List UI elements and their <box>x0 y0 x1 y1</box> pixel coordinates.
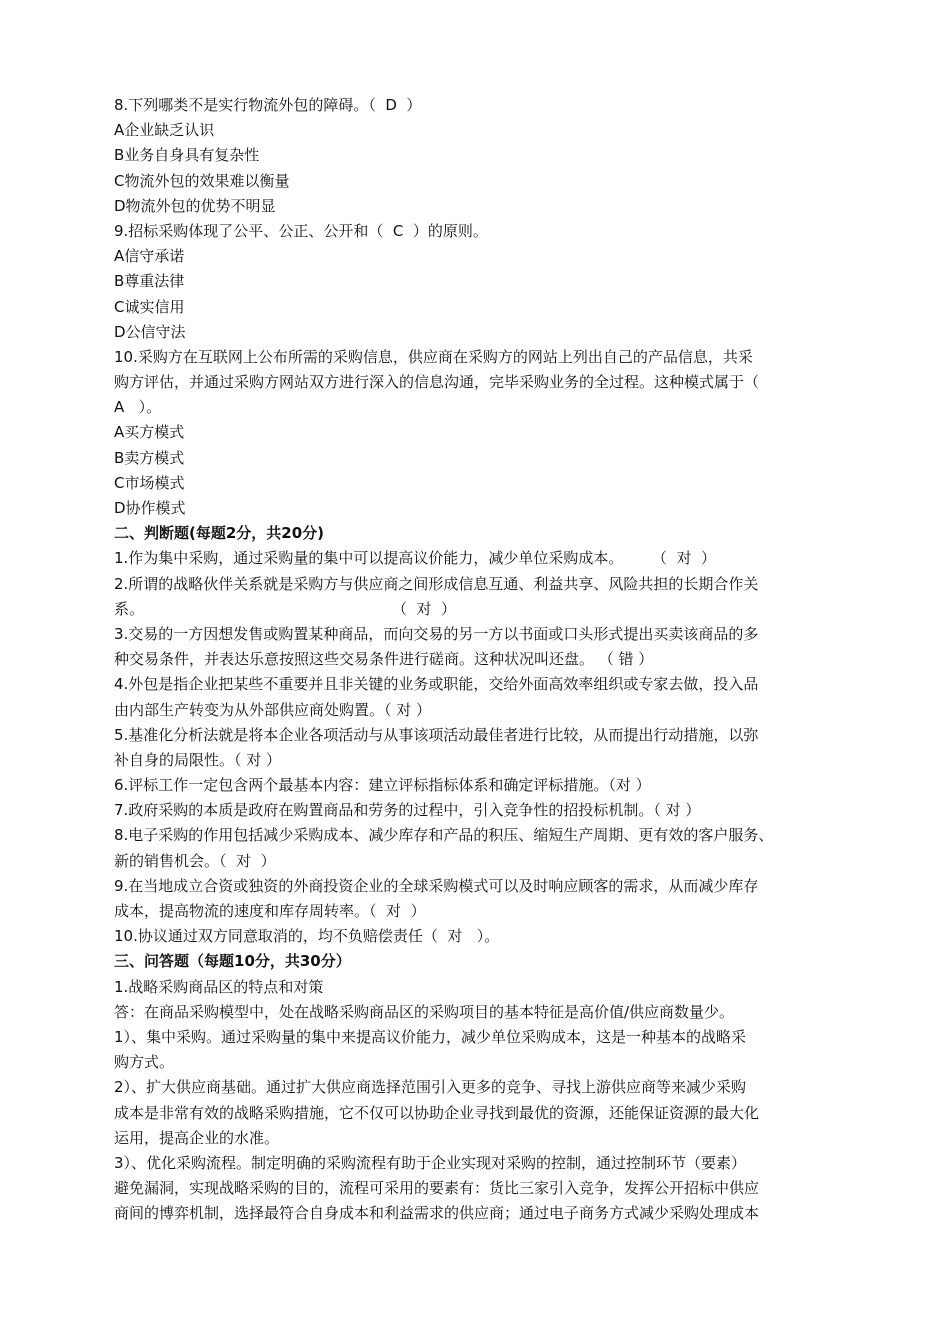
text-line: 3.交易的一方因想发售或购置某种商品，而向交易的另一方以书面或口头形式提出买卖该商品的多 <box>114 624 759 643</box>
text-line: C市场模式 <box>114 473 185 492</box>
text-line: C物流外包的效果难以衡量 <box>114 171 290 190</box>
text-line: 2.所谓的战略伙伴关系就是采购方与供应商之间形成信息互通、利益共享、风险共担的长期合作关 <box>114 574 759 593</box>
text-line: 10.协议通过双方同意取消的，均不负赔偿责任（ 对 ）。 <box>114 927 500 946</box>
text-line: 运用，提高企业的水准。 <box>114 1128 280 1147</box>
text-line: A ）。 <box>114 398 162 417</box>
text-line: 5.基准化分析法就是将本企业各项活动与从事该项活动最佳者进行比较，从而提出行动措施，以弥 <box>114 725 759 744</box>
text-line: B卖方模式 <box>114 448 185 467</box>
text-line: 购方式。 <box>114 1053 175 1072</box>
text-line: A信守承诺 <box>114 247 185 266</box>
text-line: 新的销售机会。（ 对 ） <box>114 851 276 870</box>
section-heading: 三、问答题（每题10分，共30分） <box>114 952 351 971</box>
text-line: 商间的博弈机制，选择最符合自身成本和利益需求的供应商；通过电子商务方式减少采购处理成本 <box>114 1204 760 1223</box>
text-line: 9.在当地成立合资或独资的外商投资企业的全球采购模式可以及时响应顾客的需求，从而减少库存 <box>114 876 759 895</box>
text-line: 由内部生产转变为从外部供应商处购置。（ 对 ） <box>114 700 432 719</box>
text-line: 8.电子采购的作用包括减少采购成本、减少库存和产品的积压、缩短生产周期、更有效的客户服务、 <box>114 826 774 845</box>
text-line: 10.采购方在互联网上公布所需的采购信息，供应商在采购方的网站上列出自己的产品信息，共采 <box>114 347 753 366</box>
text-line: D物流外包的优势不明显 <box>114 196 276 215</box>
text-line: 1.战略采购商品区的特点和对策 <box>114 977 324 996</box>
section-heading: 二、判断题(每题2分，共20分) <box>114 524 325 543</box>
text-line: 9.招标采购体现了公平、公正、公开和（ C ）的原则。 <box>114 221 488 240</box>
text-line: D协作模式 <box>114 499 186 517</box>
text-line: 3）、优化采购流程。制定明确的采购流程有助于企业实现对采购的控制，通过控制环节（要素） <box>114 1153 747 1172</box>
text-line: 种交易条件，并表达乐意按照这些交易条件进行磋商。这种状况叫还盘。 （ 错 ） <box>114 650 654 669</box>
text-line: 成本是非常有效的战略采购措施，它不仅可以协助企业寻找到最优的资源，还能保证资源的最大化 <box>114 1103 760 1122</box>
text-line: 系。 （ 对 ） <box>114 599 457 618</box>
text-line: 1.作为集中采购，通过采购量的集中可以提高议价能力，减少单位采购成本。 （ 对 ） <box>114 549 716 568</box>
text-line: D公信守法 <box>114 322 186 341</box>
text-line: C诚实信用 <box>114 297 185 316</box>
text-line: 7.政府采购的本质是政府在购置商品和劳务的过程中，引入竞争性的招投标机制。（ 对 ） <box>114 801 701 820</box>
text-line: 1）、集中采购。通过采购量的集中来提高议价能力，减少单位采购成本，这是一种基本的战略采 <box>114 1027 747 1046</box>
document-page <box>114 93 854 1226</box>
text-line: 避免漏洞，实现战略采购的目的，流程可采用的要素有：货比三家引入竞争，发挥公开招标中供应 <box>114 1179 760 1198</box>
text-line: B业务自身具有复杂性 <box>114 146 260 165</box>
text-line: 2）、扩大供应商基础。通过扩大供应商选择范围引入更多的竞争、寻找上游供应商等来减少采购 <box>114 1078 747 1097</box>
text-line: 4.外包是指企业把某些不重要并且非关键的业务或职能，交给外面高效率组织或专家去做，投入品 <box>114 675 759 694</box>
text-line: A买方模式 <box>114 423 185 442</box>
text-line: 答：在商品采购模型中，处在战略采购商品区的采购项目的基本特征是高价值/供应商数量少。 <box>114 1002 735 1021</box>
text-line: 补自身的局限性。（ 对 ） <box>114 750 282 769</box>
text-line: 8.下列哪类不是实行物流外包的障碍。（ D ） <box>114 96 422 114</box>
text-line: 6.评标工作一定包含两个最基本内容：建立评标指标体系和确定评标措施。（对 ） <box>114 776 651 795</box>
text-line: 购方评估，并通过采购方网站双方进行深入的信息沟通，完毕采购业务的全过程。这种模式属于（ <box>114 373 760 392</box>
text-line: 成本，提高物流的速度和库存周转率。（ 对 ） <box>114 902 426 920</box>
text-line: B尊重法律 <box>114 272 185 291</box>
text-line: A企业缺乏认识 <box>114 121 215 140</box>
